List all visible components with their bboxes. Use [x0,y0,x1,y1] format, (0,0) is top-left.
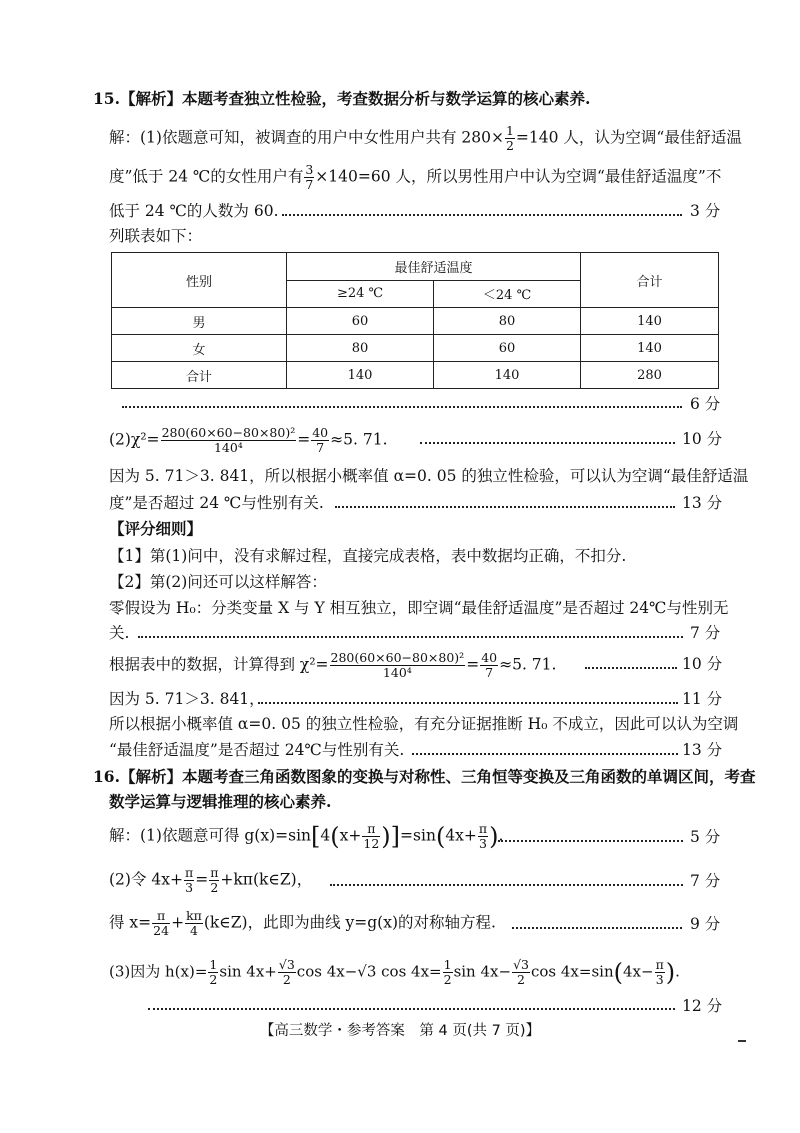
equals: = [466,655,480,674]
q16-number: 16. [93,767,120,786]
dotted-leader [148,1008,675,1010]
score-5: 5 分 [690,828,721,846]
dotted-leader [498,840,683,842]
q16-tag: 【解析】 [119,767,182,786]
chi-fraction [330,651,466,680]
frac-den: 7 [305,177,314,192]
frac-num: 40 [312,425,329,440]
frac-den: 2 [517,972,525,987]
cell: 80 [434,308,581,335]
right-paren: ) [665,958,676,987]
frac-den: 140⁴ [382,665,412,680]
rule-5 [109,651,556,680]
scan-mark [738,1040,746,1042]
score-11: 11 分 [682,690,723,708]
q15-chi-line [109,426,388,455]
rule-4: 关. [109,624,130,642]
q15-line2-b: ×140=60 人，所以男性用户中认为空调“最佳舒适温度”不 [315,167,722,186]
dotted-leader [585,667,677,669]
header-lt24: ＜24 ℃ [434,280,581,308]
rule-8: “最佳舒适温度”是否超过 24℃与性别有关. [109,741,405,759]
frac-den: 4 [189,923,198,938]
rule-1: 【1】第(1)问中，没有求解过程，直接完成表格，表中数据均正确，不扣分. [109,547,627,565]
fraction-root3-2 [512,958,530,987]
s4-e: cos 4x=sin [530,962,614,981]
q15-header-text: 本题考查独立性检验，考查数据分析与数学运算的核心素养. [181,89,591,108]
s3-b: + [171,913,185,932]
chi-tail: ≈5. 71. [499,655,557,674]
dotted-leader [335,506,675,508]
frac-num: π [184,865,194,880]
score-10: 10 分 [682,430,723,448]
s1-a: 解：(1)依题意可得 g(x)=sin [109,826,312,845]
frac-num: 1 [505,123,514,138]
frac-num: 40 [481,650,498,665]
chi-prefix: 根据表中的数据，计算得到 χ²= [109,655,329,674]
table-row [112,308,719,335]
s1-c: x+ [339,826,362,845]
cell: 60 [287,308,434,335]
rules-title: 【评分细则】 [109,519,203,538]
row-label: 合计 [112,362,287,389]
table-row [112,335,719,362]
q16-step1 [109,822,503,851]
left-paren: ( [330,822,340,851]
frac-num: π [152,909,170,924]
q16-header-2: 数学运算与逻辑推理的核心素养. [109,792,332,811]
q15-line3: 低于 24 ℃的人数为 60. [109,202,279,220]
fraction-half [505,124,515,153]
frac-num: √3 [513,957,529,972]
fraction-pi-3 [184,866,194,895]
cell: 140 [434,362,581,389]
s4-a: (3)因为 h(x)= [109,962,208,981]
frac-den: 2 [209,972,218,987]
score-3: 3 分 [690,202,721,220]
fraction-pi-24 [152,909,170,938]
q15-line1 [109,124,742,153]
header-ge24: ≥24 ℃ [287,280,434,308]
score-13b: 13 分 [682,741,723,759]
fraction-pi-3 [478,822,488,851]
score-9: 9 分 [690,915,721,933]
fraction-kpi-4 [185,909,203,938]
fraction-1-2 [443,958,453,987]
cell: 140 [287,362,434,389]
q16-step2 [109,866,312,895]
right-paren: ) [381,822,391,851]
row-label: 男 [112,308,287,335]
rule-6: 因为 5. 71＞3. 841， [109,690,265,708]
q15-line6: 因为 5. 71＞3. 841，所以根据小概率值 α=0. 05 的独立性检验，可以认为空调“最佳舒适温 [109,467,749,485]
q15-line2 [109,163,721,192]
dotted-leader [512,927,682,929]
fraction-1-2 [208,958,218,987]
frac-den: 7 [485,665,494,680]
row-label: 女 [112,335,287,362]
s1-d: =sin [400,826,436,845]
dotted-leader [412,753,678,755]
frac-num: kπ [186,908,202,923]
contingency-table [111,252,719,389]
chi-tail: ≈5. 71. [330,430,388,449]
q15-line1-a: 解：(1)依题意可知，被调查的用户中女性用户共有 280× [109,128,504,147]
header-temperature: 最佳舒适温度 [287,253,581,281]
s4-g: . [675,962,680,981]
s4-d: sin 4x− [453,962,512,981]
frac-den: 12 [363,836,380,851]
frac-den: 140⁴ [213,440,243,455]
s2-b: = [195,870,209,889]
fraction-pi-3 [655,958,665,987]
s4-f: 4x− [622,962,654,981]
frac-num: √3 [278,957,295,972]
header-gender: 性别 [112,253,287,308]
q15-header [93,88,590,110]
frac-den: 2 [505,138,514,153]
q16-header-text: 本题考查三角函数图象的变换与对称性、三角恒等变换及三角函数的单调区间，考查 [181,767,756,786]
frac-den: 24 [153,923,170,938]
equals: = [297,430,311,449]
cell: 60 [434,335,581,362]
cell: 80 [287,335,434,362]
page-footer: 【高三数学・参考答案 第 4 页(共 7 页)】 [259,1023,541,1039]
frac-num: π [210,865,219,880]
frac-num: 1 [443,957,452,972]
right-paren: ) [489,822,499,851]
score-13: 13 分 [682,494,723,512]
score-10b: 10 分 [682,655,723,673]
header-total: 合计 [581,253,719,308]
frac-den: 2 [282,972,291,987]
frac-den: 2 [210,880,219,895]
s1-f: . [498,826,504,845]
q16-step4 [109,958,680,987]
frac-den: 3 [185,880,194,895]
dotted-leader [330,884,683,886]
frac-num: 280(60×60−80×80)² [161,425,296,440]
q15-tag: 【解析】 [119,89,182,108]
q15-line1-b: =140 人，认为空调“最佳舒适温 [515,128,742,147]
left-paren: ( [613,958,623,987]
fraction-pi-2 [209,866,219,895]
q16-step3 [109,909,496,938]
frac-num: π [362,822,380,837]
s3-c: (k∈Z)，此即为曲线 y=g(x)的对称轴方程. [203,913,496,932]
cell: 280 [581,362,719,389]
frac-den: 2 [443,972,452,987]
fraction-root3-2 [278,958,296,987]
frac-den: 7 [316,440,325,455]
score-7b: 7 分 [690,872,721,890]
fraction-three-sevenths [304,163,314,192]
fraction-40-7 [480,651,498,680]
frac-num: 280(60×60−80×80)² [330,650,465,665]
s4-c: cos 4x−√3 cos 4x= [296,962,442,981]
s4-b: sin 4x+ [219,962,277,981]
s1-b: 4 [320,826,331,845]
dotted-leader [282,214,682,216]
frac-num: π [655,957,664,972]
chi-prefix: (2)χ²= [109,430,160,449]
s3-a: 得 x= [109,913,152,932]
s1-e: 4x+ [445,826,477,845]
cell: 140 [581,308,719,335]
fraction-pi-12 [362,822,380,851]
rule-2: 【2】第(2)问还可以这样解答： [109,573,327,591]
q16-header [93,766,756,788]
table-row [112,362,719,389]
s2-a: (2)令 4x+ [109,870,183,889]
q15-number: 15. [93,89,120,108]
frac-den: 3 [655,972,664,987]
score-12: 12 分 [682,997,723,1015]
right-bracket: ] [390,822,401,851]
cell: 140 [581,335,719,362]
frac-den: 3 [479,836,487,851]
dotted-leader [122,406,682,408]
left-bracket: [ [311,822,321,851]
dotted-leader [138,636,683,638]
left-paren: ( [435,822,446,851]
dotted-leader [258,702,678,704]
frac-num: 3 [305,162,314,177]
rule-3: 零假设为 H₀：分类变量 X 与 Y 相互独立，即空调“最佳舒适温度”是否超过 24℃与性别无 [109,599,729,617]
s2-c: +kπ(k∈Z)， [220,870,313,889]
fraction-40-7 [311,426,329,455]
frac-num: 1 [209,957,218,972]
rule-7: 所以根据小概率值 α=0. 05 的独立性检验，有充分证据推断 H₀ 不成立，因此可以认为空调 [109,715,739,733]
score-6: 6 分 [690,395,721,413]
dotted-leader [420,442,675,444]
q15-line7: 度”是否超过 24 ℃与性别有关. [109,494,324,512]
score-7: 7 分 [690,624,721,642]
q15-line4: 列联表如下： [109,227,203,245]
frac-num: π [478,821,488,836]
chi-fraction [161,426,297,455]
q15-line2-a: 度”低于 24 ℃的女性用户有 [109,167,304,186]
